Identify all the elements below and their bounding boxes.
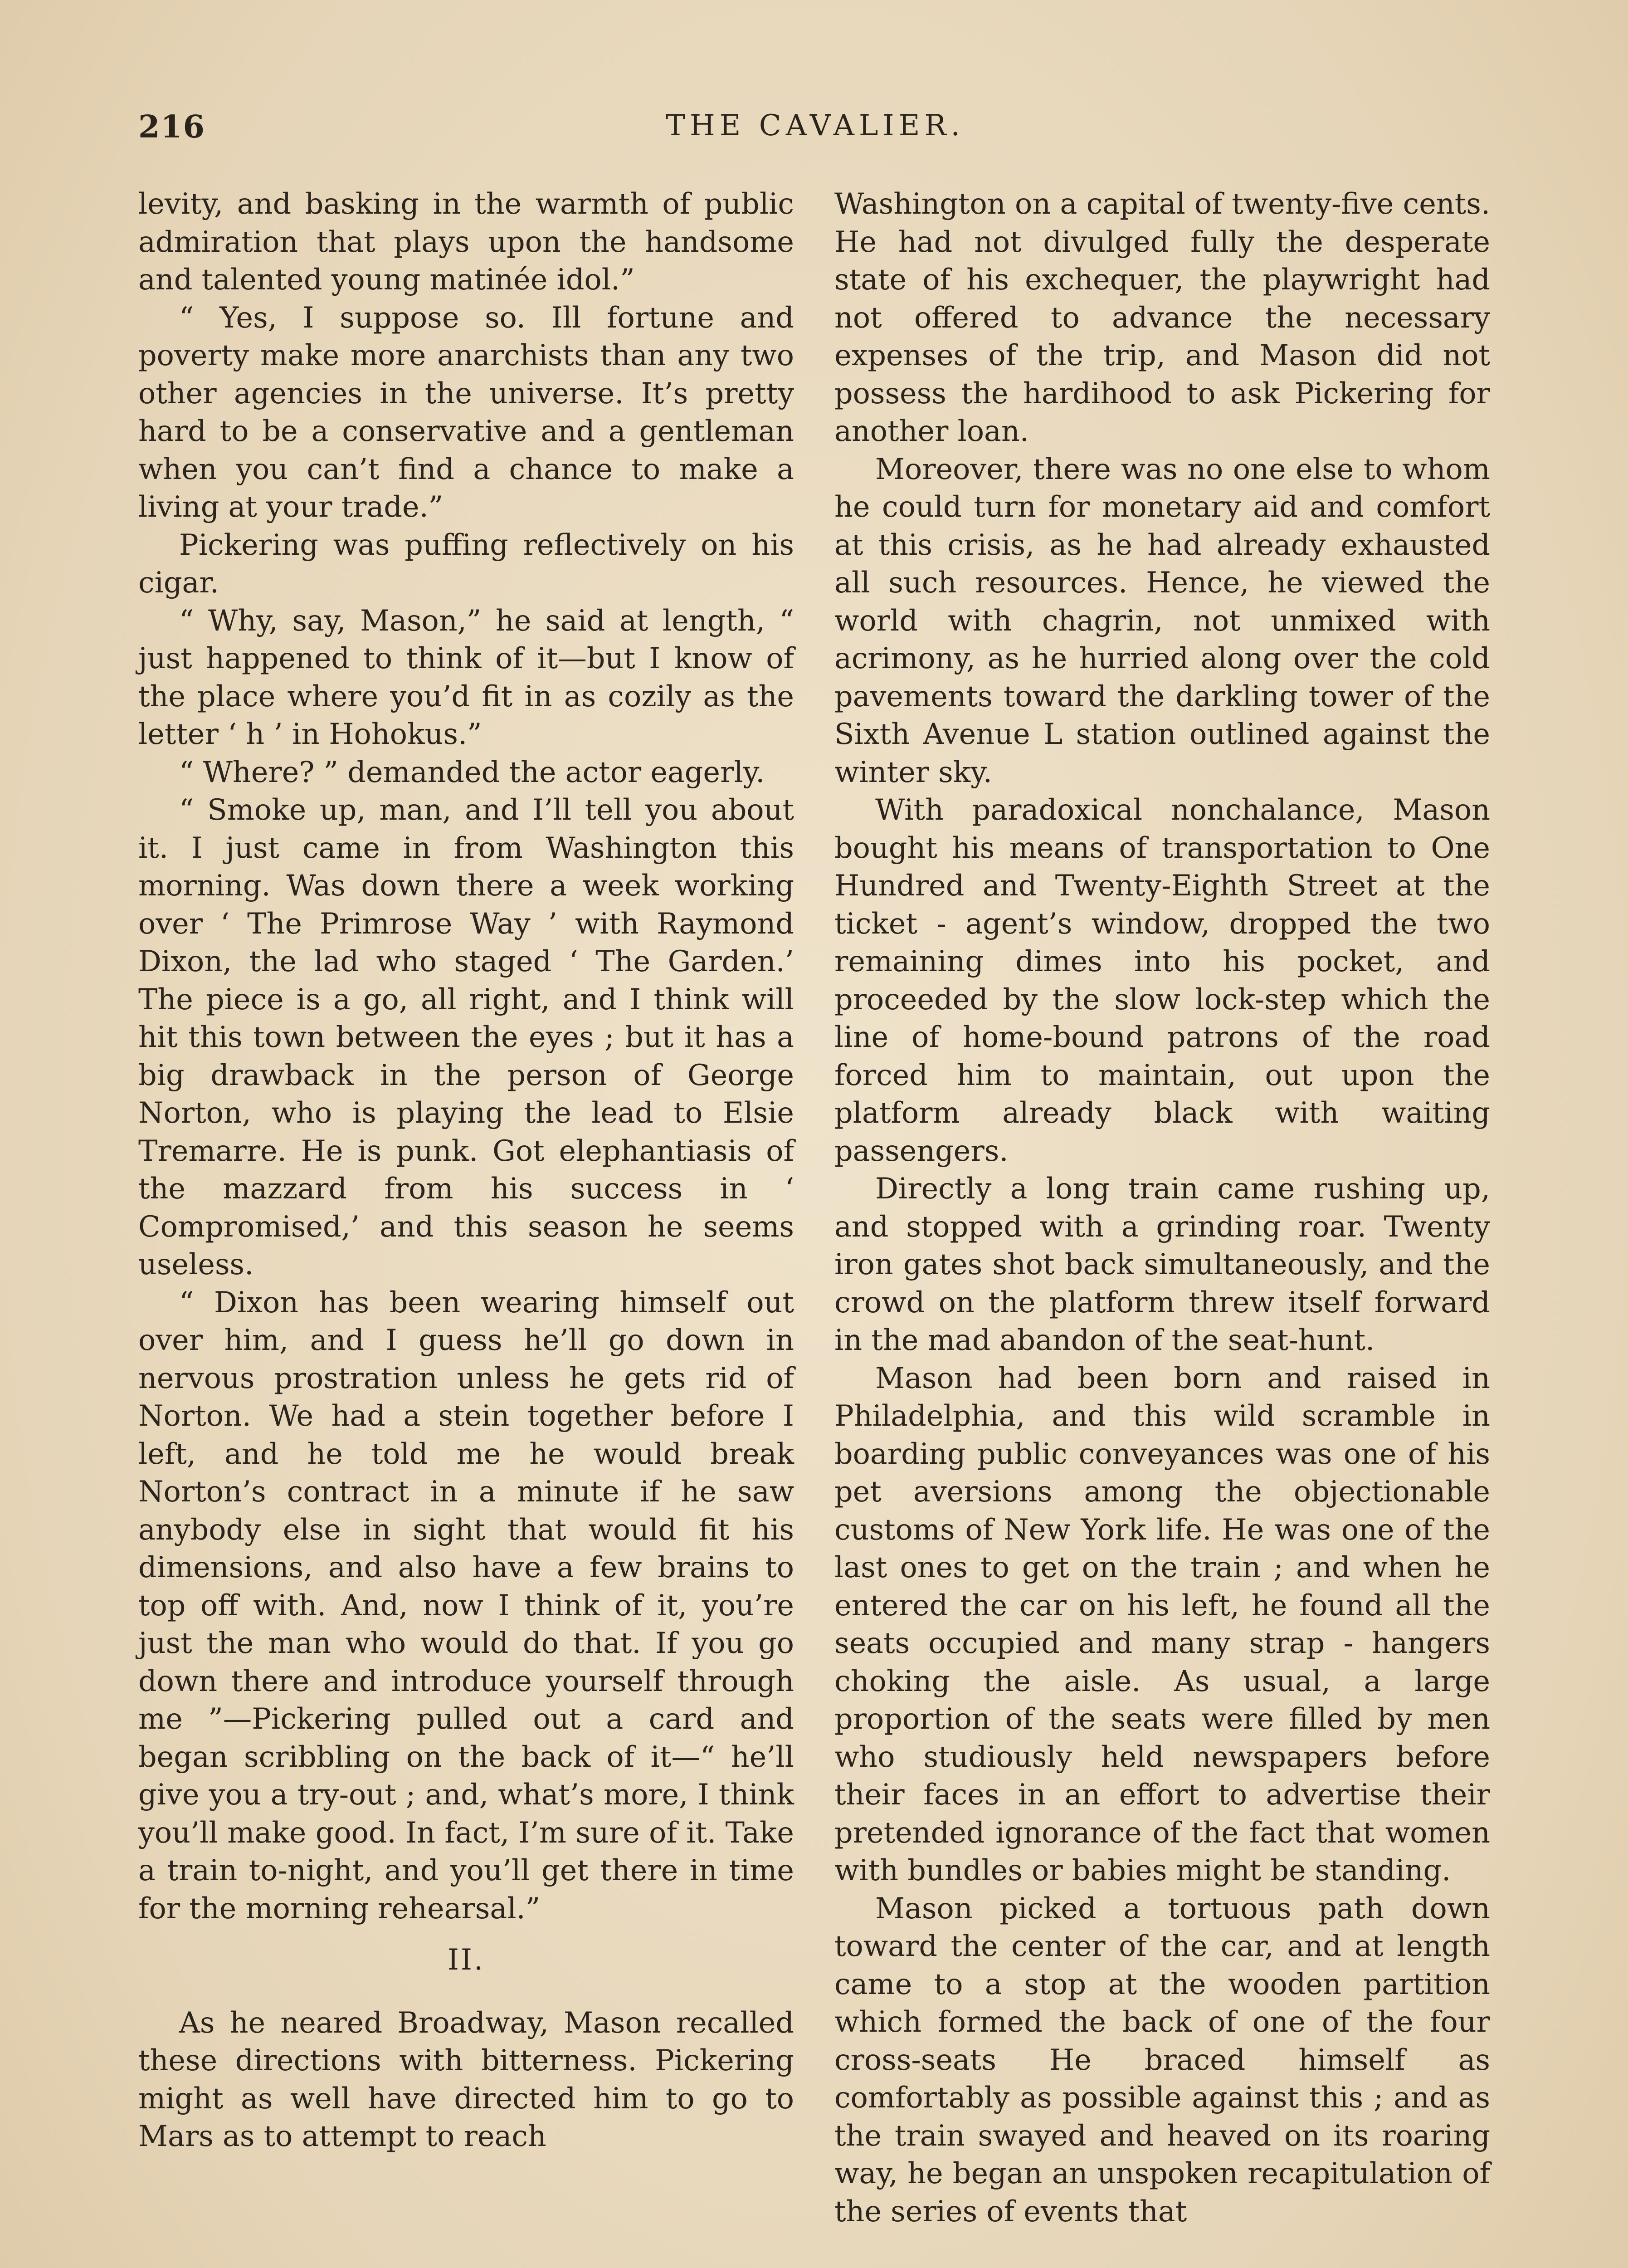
page-number: 216 <box>138 109 205 145</box>
right-column <box>834 185 1490 2230</box>
paragraph: Directly a long train came rushing up, and stopped with a grinding roar. Twenty iron gates shot back simultaneously, and the crowd on the platform threw itself forward in the mad abandon of the seat-hunt. <box>834 1172 1490 1357</box>
section-numeral: II. <box>447 1943 485 1976</box>
page-header <box>138 109 1492 154</box>
paragraph: “ Why, say, Mason,” he said at length, “ just happened to think of it—but I know of the place where you’d fit in as cozily as the letter ‘ h ’ in Hohokus.” <box>138 603 794 751</box>
paragraph: “ Smoke up, man, and I’ll tell you about it. I just came in from Washington this morning. Was down there a week working over ‘ The Primrose Way ’ with Raymond Dixon, the lad who staged ‘ The Garden.’ The piece is a go, all right, and I think will hit this town between the eyes ; but it has a big drawback in the person of George Norton, who is playing the lead to Elsie Tremarre. He is punk. Got elephantiasis of the mazzard from his success in ‘ Compromised,’ and this season he seems useless. <box>138 793 794 1281</box>
paragraph: As he neared Broadway, Mason recalled these directions with bitterness. Pickering might as well have directed him to go to Mars as to attempt to reach <box>138 2005 794 2153</box>
paragraph: Washington on a capital of twenty-five cents. He had not divulged fully the desperate state of his exchequer, the playwright had not offered to advance the necessary expenses of the trip, and Mason did not possess the hardihood to ask Pickering for another loan. <box>834 187 1490 448</box>
left-column <box>138 185 794 2156</box>
paragraph: Pickering was puffing reflectively on his cigar. <box>138 528 794 599</box>
paragraph: “ Yes, I suppose so. Ill fortune and poverty make more anarchists than any two other agencies in the universe. It’s pretty hard to be a conservative and a gentleman when you can’t find a chance to make a living at your trade.” <box>138 300 794 523</box>
paragraph: levity, and basking in the warmth of public admiration that plays upon the handsome and talented young matinée idol.” <box>138 187 794 296</box>
paragraph: With paradoxical nonchalance, Mason bought his means of transportation to One Hundred and Twenty-Eighth Street at the ticket - agent’s window, dropped the two remaining dimes into his pocket, and proceeded by the slow lock-step which the line of home-bound patrons of the road forced him to maintain, out upon the platform already black with waiting passengers. <box>834 793 1490 1168</box>
paragraph: “ Where? ” demanded the actor eagerly. <box>179 755 765 789</box>
paragraph: “ Dixon has been wearing himself out over him, and I guess he’ll go down in nervous prostration unless he gets rid of Norton. We had a stein together before I left, and he told me he would break Norton’s contract in a minute if he saw anybody else in sight that would fit his dimensions, and also have a few brains to top off with. And, now I think of it, you’re just the man who would do that. If you go down there and introduce yourself through me ”—Pickering pulled out a card and began scribbling on the back of it—“ he’ll give you a try-out ; and, what’s more, I think you’ll make good. In fact, I’m sure of it. Take a train to-night, and you’ll get there in time for the morning rehearsal.” <box>138 1285 794 1925</box>
paragraph: Mason picked a tortuous path down toward the center of the car, and at length came to a stop at the wooden partition which formed the back of one of the four cross-seats He braced himself as comfortably as possible against this ; and as the train swayed and heaved on its roaring way, he began an unspoken recapitulation of the series of events that <box>834 1891 1490 2228</box>
paragraph: Moreover, there was no one else to whom he could turn for monetary aid and comfort at this crisis, as he had already exhausted all such resources. Hence, he viewed the world with chagrin, not unmixed with acrimony, as he hurried along over the cold pavements toward the darkling tower of the Sixth Avenue L station outlined against the winter sky. <box>834 452 1490 789</box>
running-title: THE CAVALIER. <box>666 109 965 142</box>
paragraph: Mason had been born and raised in Philadelphia, and this wild scramble in boarding public conveyances was one of his pet aversions among the objectionable customs of New York life. He was one of the last ones to get on the train ; and when he entered the car on his left, he found all the seats occupied and many strap - hangers choking the aisle. As usual, a large proportion of the seats were filled by men who studiously held newspapers before their faces in an effort to advertise their pretended ignorance of the fact that women with bundles or babies might be standing. <box>834 1361 1490 1887</box>
